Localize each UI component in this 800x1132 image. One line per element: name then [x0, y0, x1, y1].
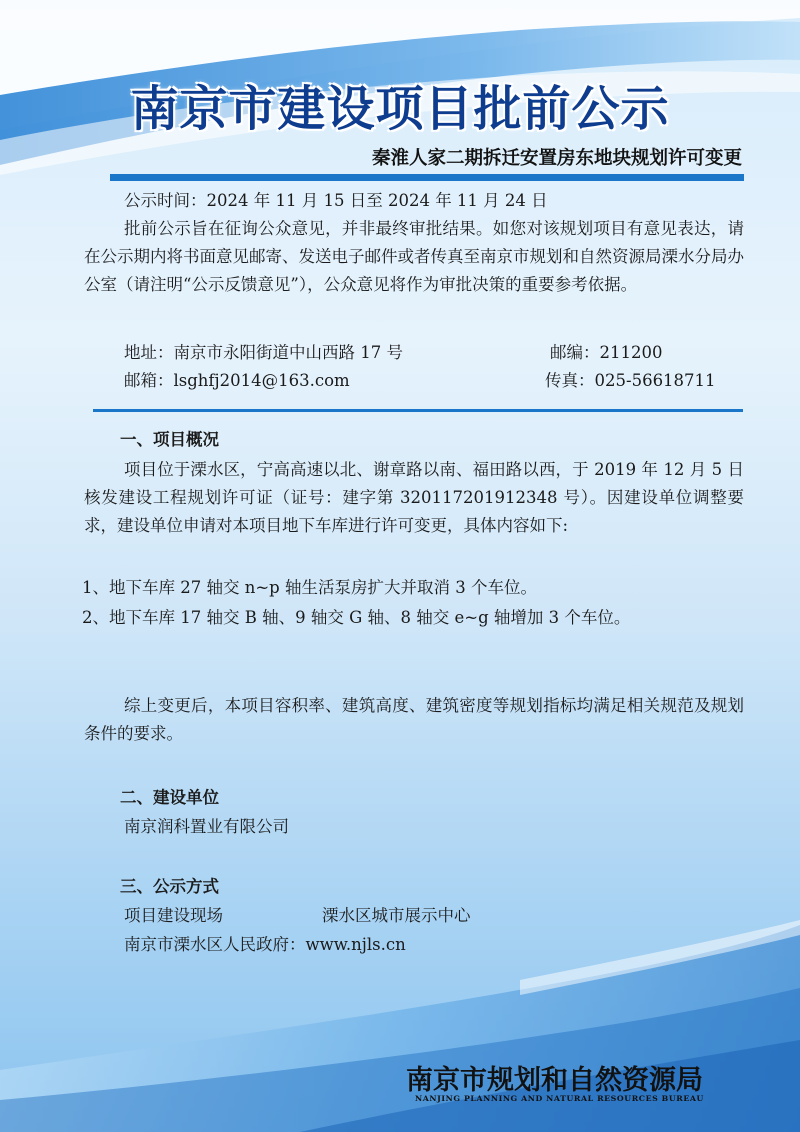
contact-fax: 传真：025-56618711	[545, 371, 716, 390]
section-heading-publicity: 三、公示方式	[120, 877, 219, 896]
publicity-site: 项目建设现场	[124, 906, 223, 925]
change-summary: 综上变更后，本项目容积率、建筑高度、建筑密度等规划指标均满足相关规范及规划条件的要求。	[84, 696, 744, 743]
project-subtitle: 秦淮人家二期拆迁安置房东地块规划许可变更	[371, 148, 742, 169]
change-item-2: 2、地下车库 17 轴交 B 轴、9 轴交 G 轴、8 轴交 e~g 轴增加 3 个车位。	[82, 608, 631, 627]
section-heading-builder: 二、建设单位	[120, 788, 219, 807]
section-heading-overview: 一、项目概况	[120, 430, 219, 449]
contact-address: 地址：南京市永阳街道中山西路 17 号	[124, 343, 403, 362]
footer-organization-english: NANJING PLANNING AND NATURAL RESOURCES BUREAU	[415, 1094, 704, 1103]
title-underline-bar	[110, 174, 744, 181]
notice-intro: 批前公示旨在征询公众意见，并非最终审批结果。如您对该规划项目有意见表达，请在公示期内将书面意见邮寄、发送电子邮件或者传真至南京市规划和自然资源局溧水分局办公室（请注明“公示反馈意见”），公众意见将作为审批决策的重要参考依据。	[84, 219, 744, 294]
page-title: 南京市建设项目批前公示	[130, 81, 670, 137]
section-divider	[93, 409, 743, 412]
publicity-center: 溧水区城市展示中心	[322, 906, 471, 925]
change-item-1: 1、地下车库 27 轴交 n~p 轴生活泵房扩大并取消 3 个车位。	[82, 578, 537, 597]
contact-email: 邮箱：lsghfj2014@163.com	[124, 371, 350, 390]
project-overview-text: 项目位于溧水区，宁高高速以北、谢章路以南、福田路以西，于 2019 年 12 月 5 日核发建设工程规划许可证（证号：建字第 320117201912348 号）。因建设单位调整要求，建设单位申请对本项目地下车库进行许可变更，具体内容如下:	[84, 460, 744, 535]
builder-company: 南京润科置业有限公司	[124, 817, 289, 836]
footer-organization: 南京市规划和自然资源局	[406, 1065, 703, 1096]
publicity-website: 南京市溧水区人民政府：www.njls.cn	[124, 935, 406, 954]
contact-postcode: 邮编：211200	[550, 343, 663, 362]
notice-period: 公示时间：2024 年 11 月 15 日至 2024 年 11 月 24 日	[124, 191, 548, 210]
